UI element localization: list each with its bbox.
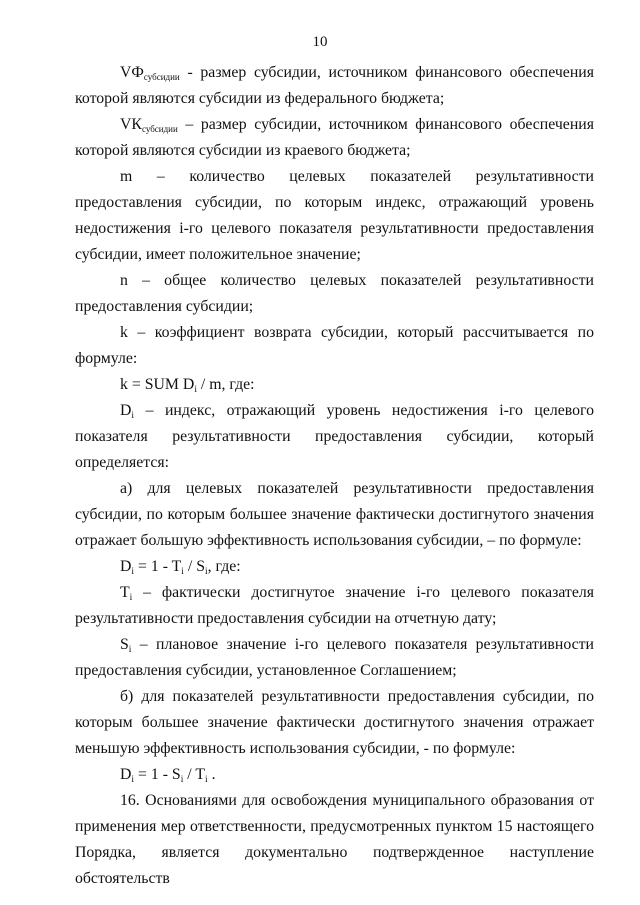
definition-m: m – количество целевых показателей результативности предоставления субсидии, по которым индекс, отражающий уровень недостижения i-го целевого показателя результативности предоставления субсидии, имеет положительное значение; <box>75 168 594 263</box>
page-number: 10 <box>312 34 328 50</box>
formula-k: k = SUM $D_i$ / m, где: <box>120 376 255 395</box>
definition-vf: $VФ_{субсидии}$ - размер субсидии, источником финансового обеспечения которой являются субсидии из федерального бюджета; <box>75 64 594 107</box>
definition-vk: $VК_{субсидии}$ – размер субсидии, источником финансового обеспечения которой являются субсидии из краевого бюджета; <box>75 116 594 159</box>
definition-d: $D_i$ – индекс, отражающий уровень недостижения i-го целевого показателя результативности предоставления субсидии, который определяется: <box>75 402 594 471</box>
definition-k: k – коэффициент возврата субсидии, который рассчитывается по формуле: <box>75 324 594 367</box>
definition-s: $S_i$ – плановое значение i-го целевого показателя результативности предоставления субсидии, установленное Соглашением; <box>75 636 594 679</box>
definition-n: n – общее количество целевых показателей результативности предоставления субсидии; <box>75 272 594 315</box>
formula-a: $D_i = 1 - T_i / S_i$, где: <box>120 558 241 577</box>
section-16: 16. Основаниями для освобождения муниципального образования от применения мер ответственности, предусмотренных пунктом 15 настоящего Порядка, является документально подтвержденное наступление обстоятельств <box>75 792 594 887</box>
definition-t: $T_i$ – фактически достигнутое значение i-го целевого показателя результативности предоставления субсидии на отчетную дату; <box>75 584 594 627</box>
case-a: а) для целевых показателей результативности предоставления субсидии, по которым большее значение фактически достигнутого значения отражает большую эффективность использования субсидии, – по формуле: <box>75 480 594 549</box>
case-b: б) для показателей результативности предоставления субсидии, по которым большее значение фактически достигнутого значения отражает меньшую эффективность использования субсидии, - по формуле: <box>75 688 594 757</box>
document-body <box>75 60 594 892</box>
formula-b: $D_i = 1 - S_i / T_i$ . <box>120 766 216 785</box>
